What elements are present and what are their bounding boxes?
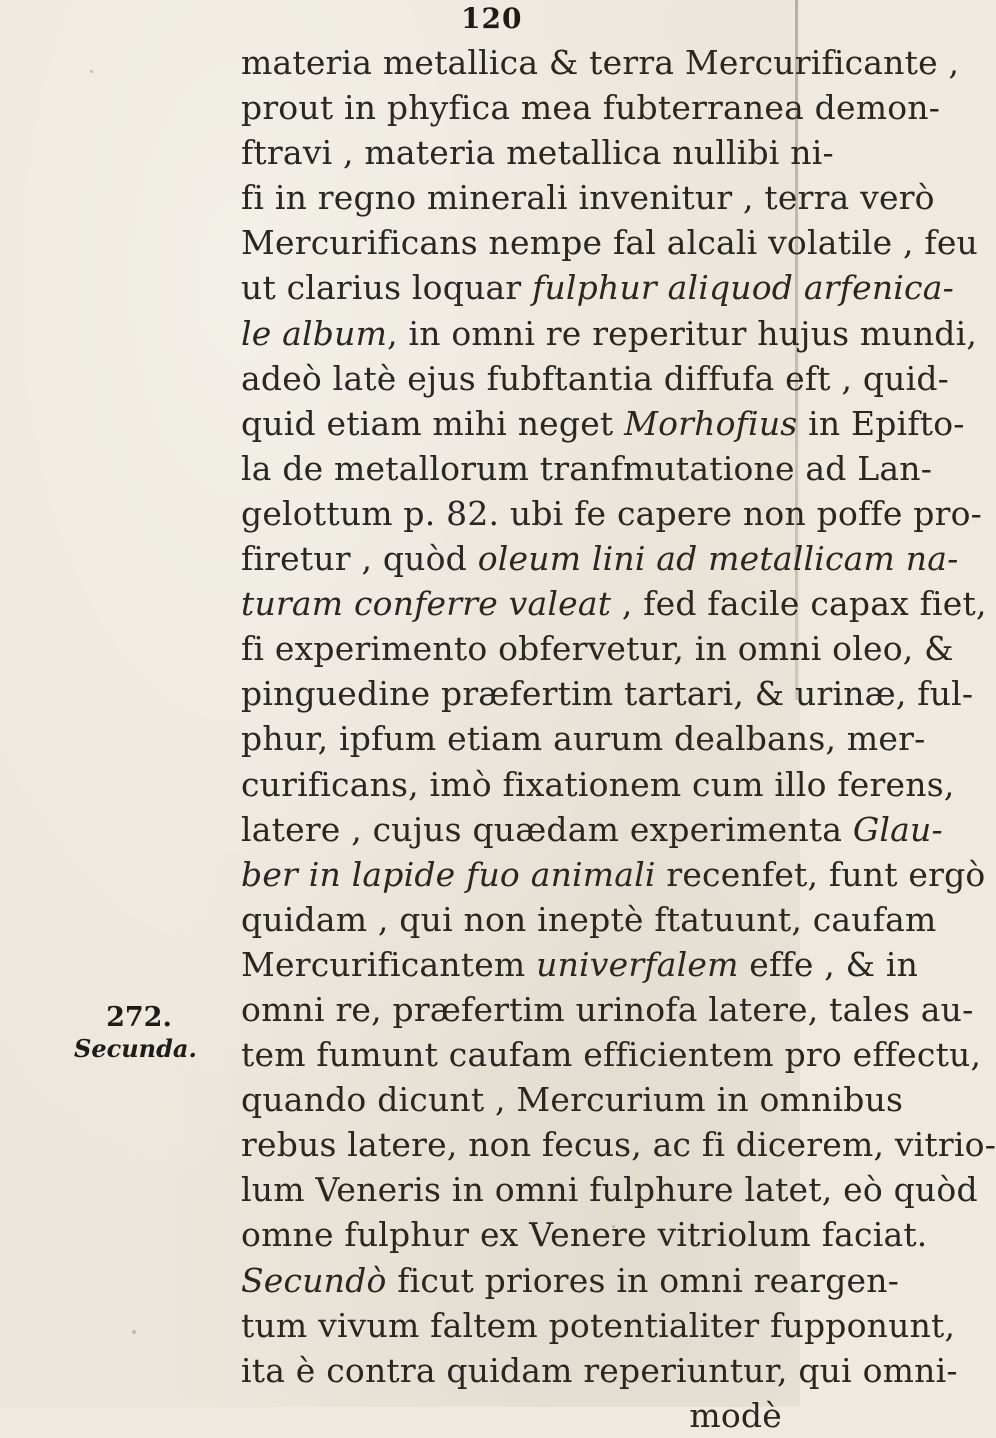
text-run: quid etiam mihi neget <box>241 403 625 443</box>
text-line <box>241 807 943 852</box>
italic-text: oleum lini ad metallicam na- <box>477 539 959 579</box>
paper-speckle <box>132 1330 136 1334</box>
text-run: latere , cujus quædam experimenta <box>241 809 853 849</box>
text-run: ftravi , materia metallica nullibi ni- <box>241 133 834 173</box>
italic-text: turam conferre valeat <box>241 584 612 624</box>
text-line <box>241 40 960 85</box>
text-line <box>241 1167 978 1212</box>
text-line <box>241 220 978 265</box>
body-text-block <box>241 40 996 1438</box>
italic-text: ber in lapide fuo animali <box>241 854 656 894</box>
text-run: la de metallorum tranfmutatione ad Lan- <box>241 448 933 488</box>
text-run: prout in phyfica mea fubterranea demon- <box>241 88 941 128</box>
text-run: firetur , quòd <box>241 539 478 579</box>
text-run: phur, ipfum etiam aurum dealbans, mer- <box>241 719 926 759</box>
text-run: Mercurificantem <box>241 944 537 984</box>
text-run: , fed facile capax fiet, <box>611 584 987 624</box>
italic-text: le album <box>241 313 388 353</box>
text-run: gelottum p. 82. ubi fe capere non poffe pro- <box>241 493 982 533</box>
text-line <box>241 311 978 356</box>
text-run: rebus latere, non fecus, ac fi dicerem, vitrio- <box>241 1125 996 1165</box>
text-line <box>241 175 935 220</box>
margin-section-number: 272. <box>106 1002 172 1033</box>
text-run: in Epifto- <box>797 403 965 443</box>
margin-section-word: Secunda. <box>74 1034 197 1063</box>
text-line <box>241 1077 904 1122</box>
text-run: materia metallica & terra Mercurificante , <box>241 43 960 82</box>
text-line <box>241 1303 956 1348</box>
text-line <box>241 130 834 175</box>
text-line <box>241 626 954 671</box>
text-line <box>241 1032 982 1077</box>
text-line <box>241 446 933 491</box>
paper-speckle <box>612 1225 615 1228</box>
text-run: fi in regno minerali invenitur , terra verò <box>241 178 935 218</box>
text-run: fi experimento obfervetur, in omni oleo, & <box>241 629 954 669</box>
text-line <box>241 536 959 581</box>
italic-text: Glau- <box>852 809 943 849</box>
text-run: ut clarius loquar <box>241 268 533 308</box>
text-run: ficut priores in omni reargen- <box>386 1260 900 1300</box>
text-run: modè <box>689 1395 782 1435</box>
italic-text: Secundò <box>241 1260 387 1300</box>
text-run: tum vivum faltem potentialiter fupponunt, <box>241 1305 956 1345</box>
text-line <box>241 897 937 942</box>
text-line <box>241 1122 996 1167</box>
text-line <box>241 356 950 401</box>
text-run: curificans, imò fixationem cum illo ferens, <box>241 764 955 804</box>
page-number: 120 <box>461 2 523 35</box>
paper-speckle <box>700 1360 702 1362</box>
text-run: quando dicunt , Mercurium in omnibus <box>241 1080 904 1120</box>
text-run: , in omni re reperitur hujus mundi, <box>387 313 978 353</box>
text-line <box>241 581 987 626</box>
text-line <box>241 942 919 987</box>
text-run: effe , & in <box>738 944 919 984</box>
paper-speckle <box>90 70 93 73</box>
text-line <box>241 265 954 310</box>
text-run: tem fumunt caufam efficientem pro effectu, <box>241 1035 982 1075</box>
text-run: omni re, præfertim urinofa latere, tales au- <box>241 989 974 1029</box>
text-line <box>241 987 974 1032</box>
text-line <box>241 1212 928 1257</box>
text-line <box>241 491 982 536</box>
text-line <box>241 1258 900 1303</box>
text-line <box>241 1393 794 1438</box>
italic-text: fulphur aliquod arfenica- <box>532 268 954 308</box>
text-run: adeò latè ejus fubftantia diffufa eft , quid- <box>241 358 950 398</box>
text-line <box>241 762 955 807</box>
text-run: recenfet, funt ergò <box>655 854 986 894</box>
text-run: omne fulphur ex Venere vitriolum faciat. <box>241 1215 928 1255</box>
text-run: quidam , qui non ineptè ftatuunt, caufam <box>241 899 937 939</box>
margin-note <box>74 1002 204 1064</box>
text-run: lum Veneris in omni fulphure latet, eò quòd <box>241 1170 978 1210</box>
text-line <box>241 85 941 130</box>
italic-text: univerfalem <box>536 944 739 984</box>
text-run: ita è contra quidam reperiuntur, qui omni- <box>241 1350 958 1390</box>
italic-text: Morhofius <box>624 403 798 443</box>
text-line <box>241 716 926 761</box>
text-line <box>241 1348 958 1393</box>
text-run: Mercurificans nempe fal alcali volatile , feu <box>241 223 978 263</box>
text-line <box>241 852 986 897</box>
text-line <box>241 401 965 446</box>
text-run: pinguedine præfertim tartari, & urinæ, ful- <box>241 674 974 714</box>
text-line <box>241 671 974 716</box>
